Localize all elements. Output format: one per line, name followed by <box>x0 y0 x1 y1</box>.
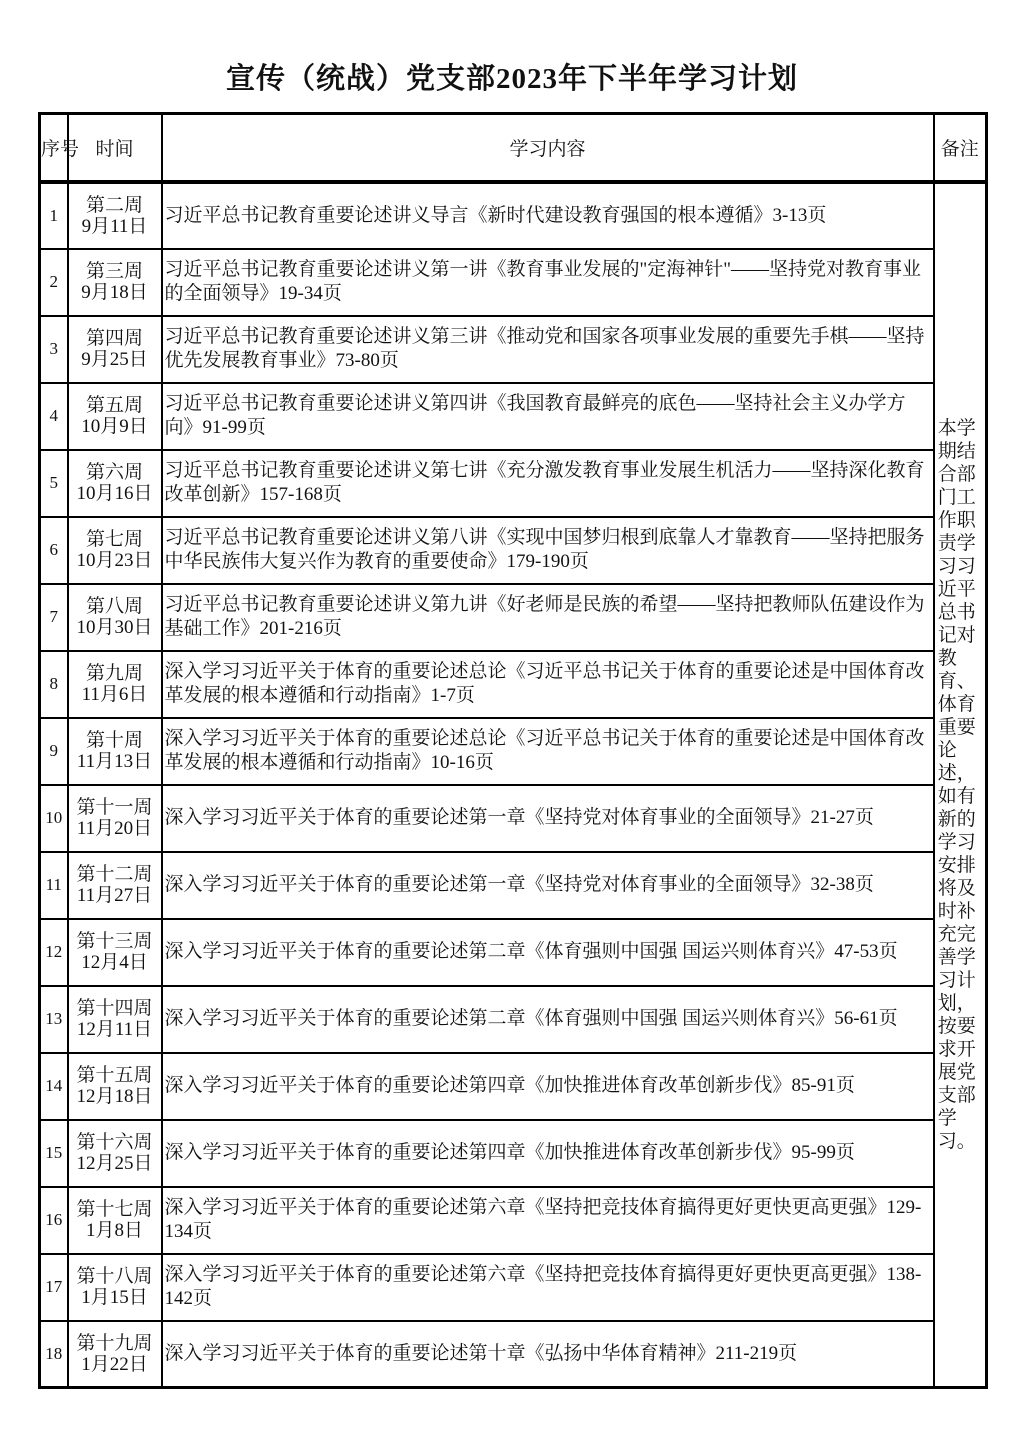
content-cell: 深入学习习近平关于体育的重要论述总论《习近平总书记关于体育的重要论述是中国体育改革发展的根本遵循和行动指南》1-7页 <box>162 651 934 718</box>
header-row <box>40 114 987 182</box>
content-cell: 深入学习习近平关于体育的重要论述第十章《弘扬中华体育精神》211-219页 <box>162 1321 934 1388</box>
table-row <box>40 1321 987 1388</box>
week-label: 第八周 <box>85 596 143 617</box>
table-row <box>40 383 987 450</box>
page-title: 宣传（统战）党支部2023年下半年学习计划 <box>225 63 798 95</box>
week-label: 第十二周 <box>76 864 153 885</box>
time-cell <box>68 1053 162 1120</box>
row-number-cell: 12 <box>40 919 68 986</box>
row-number-cell: 17 <box>40 1254 68 1321</box>
time-cell <box>68 584 162 651</box>
row-number-cell: 14 <box>40 1053 68 1120</box>
date-label: 1月22日 <box>81 1353 148 1375</box>
table-row <box>40 986 987 1053</box>
date-label: 11月27日 <box>76 885 153 906</box>
row-number-cell: 10 <box>40 785 68 852</box>
row-number-cell: 8 <box>40 651 68 718</box>
time-cell <box>68 316 162 383</box>
table-row <box>40 919 987 986</box>
content-cell: 习近平总书记教育重要论述讲义第一讲《教育事业发展的"定海神针"——坚持党对教育事业的全面领导》19-34页 <box>162 249 934 316</box>
table-row <box>40 249 987 316</box>
remark-cell <box>934 182 987 1388</box>
date-label: 12月18日 <box>76 1086 153 1107</box>
content-cell: 深入学习习近平关于体育的重要论述第四章《加快推进体育改革创新步伐》95-99页 <box>162 1120 934 1187</box>
week-label: 第十四周 <box>76 998 153 1019</box>
date-label: 10月9日 <box>81 416 148 437</box>
row-number-cell: 11 <box>40 852 68 919</box>
time-cell <box>68 450 162 517</box>
row-number-cell: 18 <box>40 1321 68 1388</box>
date-label: 1月15日 <box>81 1287 148 1308</box>
table-row <box>40 1053 987 1120</box>
header-time: 时间 <box>68 114 162 182</box>
table-row <box>40 718 987 785</box>
time-cell <box>68 383 162 450</box>
date-label: 11月13日 <box>76 751 153 772</box>
time-cell <box>68 249 162 316</box>
date-label: 10月16日 <box>76 483 153 504</box>
content-cell: 习近平总书记教育重要论述讲义导言《新时代建设教育强国的根本遵循》3-13页 <box>162 182 934 249</box>
row-number-cell: 7 <box>40 584 68 651</box>
table-row <box>40 852 987 919</box>
content-cell: 习近平总书记教育重要论述讲义第八讲《实现中国梦归根到底靠人才靠教育——坚持把服务中华民族伟大复兴作为教育的重要使命》179-190页 <box>162 517 934 584</box>
time-cell <box>68 919 162 986</box>
time-cell <box>68 651 162 718</box>
week-label: 第十七周 <box>76 1199 153 1220</box>
date-label: 10月30日 <box>76 617 153 638</box>
time-cell <box>68 852 162 919</box>
time-cell <box>68 1187 162 1254</box>
content-cell: 习近平总书记教育重要论述讲义第三讲《推动党和国家各项事业发展的重要先手棋——坚持优先发展教育事业》73-80页 <box>162 316 934 383</box>
content-cell: 深入学习习近平关于体育的重要论述总论《习近平总书记关于体育的重要论述是中国体育改革发展的根本遵循和行动指南》10-16页 <box>162 718 934 785</box>
row-number-cell: 2 <box>40 249 68 316</box>
plan-table-body <box>40 182 987 1388</box>
remark-text: 本学期结合部门工作职责学习习近平总书记对教育、体育重要论述，如有新的学习安排将及时补充完善学习计划，按要求开展党支部学习。 <box>937 417 976 1152</box>
date-label: 11月20日 <box>76 818 153 839</box>
date-label: 9月11日 <box>81 215 148 237</box>
content-cell: 深入学习习近平关于体育的重要论述第四章《加快推进体育改革创新步伐》85-91页 <box>162 1053 934 1120</box>
content-cell: 习近平总书记教育重要论述讲义第四讲《我国教育最鲜亮的底色——坚持社会主义办学方向》91-99页 <box>162 383 934 450</box>
week-label: 第十三周 <box>76 931 153 952</box>
content-cell: 深入学习习近平关于体育的重要论述第二章《体育强则中国强 国运兴则体育兴》56-61页 <box>162 986 934 1053</box>
date-label: 10月23日 <box>76 550 153 571</box>
week-label: 第六周 <box>85 462 143 483</box>
week-label: 第十八周 <box>76 1266 153 1287</box>
content-cell: 习近平总书记教育重要论述讲义第七讲《充分激发教育事业发展生机活力——坚持深化教育改革创新》157-168页 <box>162 450 934 517</box>
row-number-cell: 1 <box>40 182 68 249</box>
table-row <box>40 1187 987 1254</box>
date-label: 11月6日 <box>81 684 148 705</box>
week-label: 第十一周 <box>76 797 153 818</box>
date-label: 9月25日 <box>81 349 148 370</box>
week-label: 第七周 <box>85 529 143 550</box>
time-cell <box>68 182 162 249</box>
table-row <box>40 182 987 249</box>
table-row <box>40 651 987 718</box>
study-plan-table <box>38 112 988 1389</box>
time-cell <box>68 1321 162 1388</box>
row-number-cell: 5 <box>40 450 68 517</box>
content-cell: 深入学习习近平关于体育的重要论述第二章《体育强则中国强 国运兴则体育兴》47-53页 <box>162 919 934 986</box>
week-label: 第二周 <box>85 194 143 216</box>
content-cell: 深入学习习近平关于体育的重要论述第六章《坚持把竞技体育搞得更好更快更高更强》129-134页 <box>162 1187 934 1254</box>
row-number-cell: 3 <box>40 316 68 383</box>
week-label: 第十九周 <box>76 1332 153 1354</box>
table-row <box>40 450 987 517</box>
week-label: 第十六周 <box>76 1132 153 1153</box>
row-number-cell: 13 <box>40 986 68 1053</box>
header-remark: 备注 <box>934 114 987 182</box>
time-cell <box>68 986 162 1053</box>
table-row <box>40 1254 987 1321</box>
date-label: 12月25日 <box>76 1153 153 1174</box>
content-cell: 深入学习习近平关于体育的重要论述第一章《坚持党对体育事业的全面领导》21-27页 <box>162 785 934 852</box>
week-label: 第四周 <box>85 328 143 349</box>
row-number-cell: 6 <box>40 517 68 584</box>
date-label: 12月11日 <box>76 1019 153 1040</box>
time-cell <box>68 1120 162 1187</box>
week-label: 第十周 <box>85 730 143 751</box>
header-no: 序号 <box>40 114 68 182</box>
date-label: 1月8日 <box>85 1220 143 1241</box>
row-number-cell: 9 <box>40 718 68 785</box>
content-cell: 习近平总书记教育重要论述讲义第九讲《好老师是民族的希望——坚持把教师队伍建设作为基础工作》201-216页 <box>162 584 934 651</box>
time-cell <box>68 785 162 852</box>
table-row <box>40 517 987 584</box>
content-cell: 深入学习习近平关于体育的重要论述第六章《坚持把竞技体育搞得更好更快更高更强》138-142页 <box>162 1254 934 1321</box>
date-label: 9月18日 <box>81 282 148 303</box>
table-row <box>40 1120 987 1187</box>
row-number-cell: 16 <box>40 1187 68 1254</box>
week-label: 第三周 <box>85 261 143 282</box>
row-number-cell: 4 <box>40 383 68 450</box>
content-cell: 深入学习习近平关于体育的重要论述第一章《坚持党对体育事业的全面领导》32-38页 <box>162 852 934 919</box>
table-row <box>40 316 987 383</box>
week-label: 第五周 <box>85 395 143 416</box>
table-header <box>40 114 987 182</box>
time-cell <box>68 1254 162 1321</box>
table-row <box>40 584 987 651</box>
time-cell <box>68 517 162 584</box>
table-row <box>40 785 987 852</box>
header-content: 学习内容 <box>162 114 934 182</box>
week-label: 第十五周 <box>76 1065 153 1086</box>
time-cell <box>68 718 162 785</box>
row-number-cell: 15 <box>40 1120 68 1187</box>
week-label: 第九周 <box>85 663 143 684</box>
date-label: 12月4日 <box>81 952 148 973</box>
